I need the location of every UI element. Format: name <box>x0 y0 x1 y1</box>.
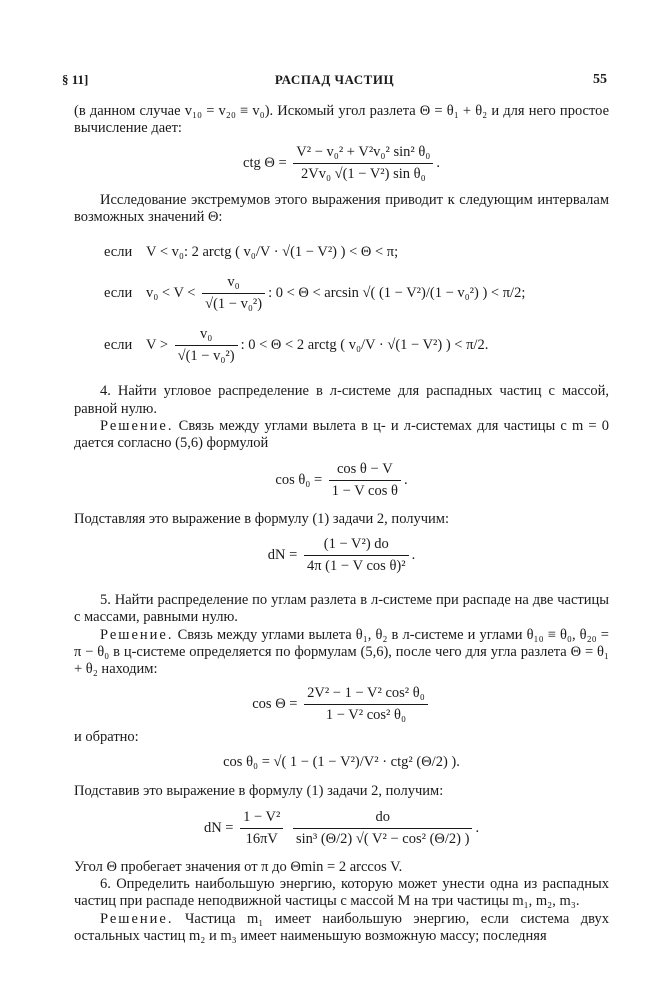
paragraph: Угол Θ пробегает значения от π до Θmin = 2 arccos V. <box>74 858 403 875</box>
formula-cos-theta0: cos θ₀ = $\frac{\text{cos θ − V}}{\text{1 − V cos θ}}$ . <box>275 460 408 500</box>
running-header <box>62 72 607 92</box>
solution-6: Решение. Частица m₁ имеет наибольшую энергию, если система двух остальных частиц m₂ и m₃ имеет наименьшую возможную массу; последняя <box>74 910 609 945</box>
page-number: 55 <box>593 72 607 87</box>
paragraph: Исследование экстремумов этого выражения приводит к следующим интервалам возможных значений Θ: <box>74 191 609 225</box>
chapter-title: РАСПАД ЧАСТИЦ <box>274 72 395 87</box>
problem-6: 6. Определить наибольшую энергию, которую может унести одна из распадных частиц при распаде неподвижной частицы с массой M на три частицы m₁, m₂, m₃. <box>74 875 609 910</box>
paragraph: Подставив это выражение в формулу (1) задачи 2, получим: <box>74 783 444 800</box>
solution-4: Решение. Связь между углами вылета в ц- и л-системах для частицы с m = 0 дается согласно (5,6) формулой <box>74 418 609 452</box>
formula-dN-2: dN = $\frac{\text{1 − V²}}{16\pi V}$ $\frac{do}{\text{sin³ (Θ/2) √( V² − cos² (Θ/2) )}}$ . <box>203 808 480 848</box>
solution-5: Решение. Связь между углами вылета θ₁, θ₂ в л-системе и углами θ₁₀ ≡ θ₀, θ₂₀ = π − θ₀ в ц-системе определяется по формулам (5,6), после чего для угла разлета Θ = θ₁ + θ₂ находим: <box>74 626 609 678</box>
paragraph: Подставляя это выражение в формулу (1) задачи 2, получим: <box>74 510 449 527</box>
condition-1: если V < v₀: 2 arctg ( v₀/V · √(1 − V²) ) < Θ < π; <box>104 244 399 261</box>
condition-3: если V > $\frac{\text{v₀}}{\text{√(1 − v₀²)}}$ : 0 < Θ < 2 arctg ( v₀/V · √(1 − V²) ) < π/2. <box>104 325 489 364</box>
formula-ctg: ctg Θ = $\frac{\text{V² − v₀² + V²v₀² sin² θ₀}}{\text{2Vv₀ √(1 − V²) sin θ₀}}$ . <box>243 143 440 183</box>
formula-cos-theta0-inverse: cos θ₀ = √( 1 − (1 − V²)/V² · ctg² (Θ/2) ). <box>223 753 460 770</box>
paragraph: и обратно: <box>74 728 139 745</box>
problem-4: 4. Найти угловое распределение в л-системе для распадных частиц с массой, равной нулю. <box>74 383 609 417</box>
formula-dN-1: dN = $\frac{\text{(1 − V²) do}}{\text{4π (1 − V cos θ)²}}$ . <box>267 536 416 575</box>
condition-2: если v₀ < V < $\frac{\text{v₀}}{\text{√(1 − v₀²)}}$ : 0 < Θ < arcsin √( (1 − V²)/(1 − v₀²) ) < π/2; <box>104 273 526 313</box>
formula-cos-Theta: cos Θ = $\frac{\text{2V² − 1 − V² cos² θ₀}}{\text{1 − V² cos² θ₀}}$ <box>74 685 609 725</box>
page-body <box>74 103 609 945</box>
paragraph: (в данном случае v₁₀ = v₂₀ ≡ v₀). Искомый угол разлета Θ = θ₁ + θ₂ и для него простое вычисление дает: <box>74 103 609 137</box>
problem-5: 5. Найти распределение по углам разлета в л-системе при распаде на две частицы с массами, равными нулю. <box>74 591 609 626</box>
section-number: § 11] <box>62 72 89 87</box>
